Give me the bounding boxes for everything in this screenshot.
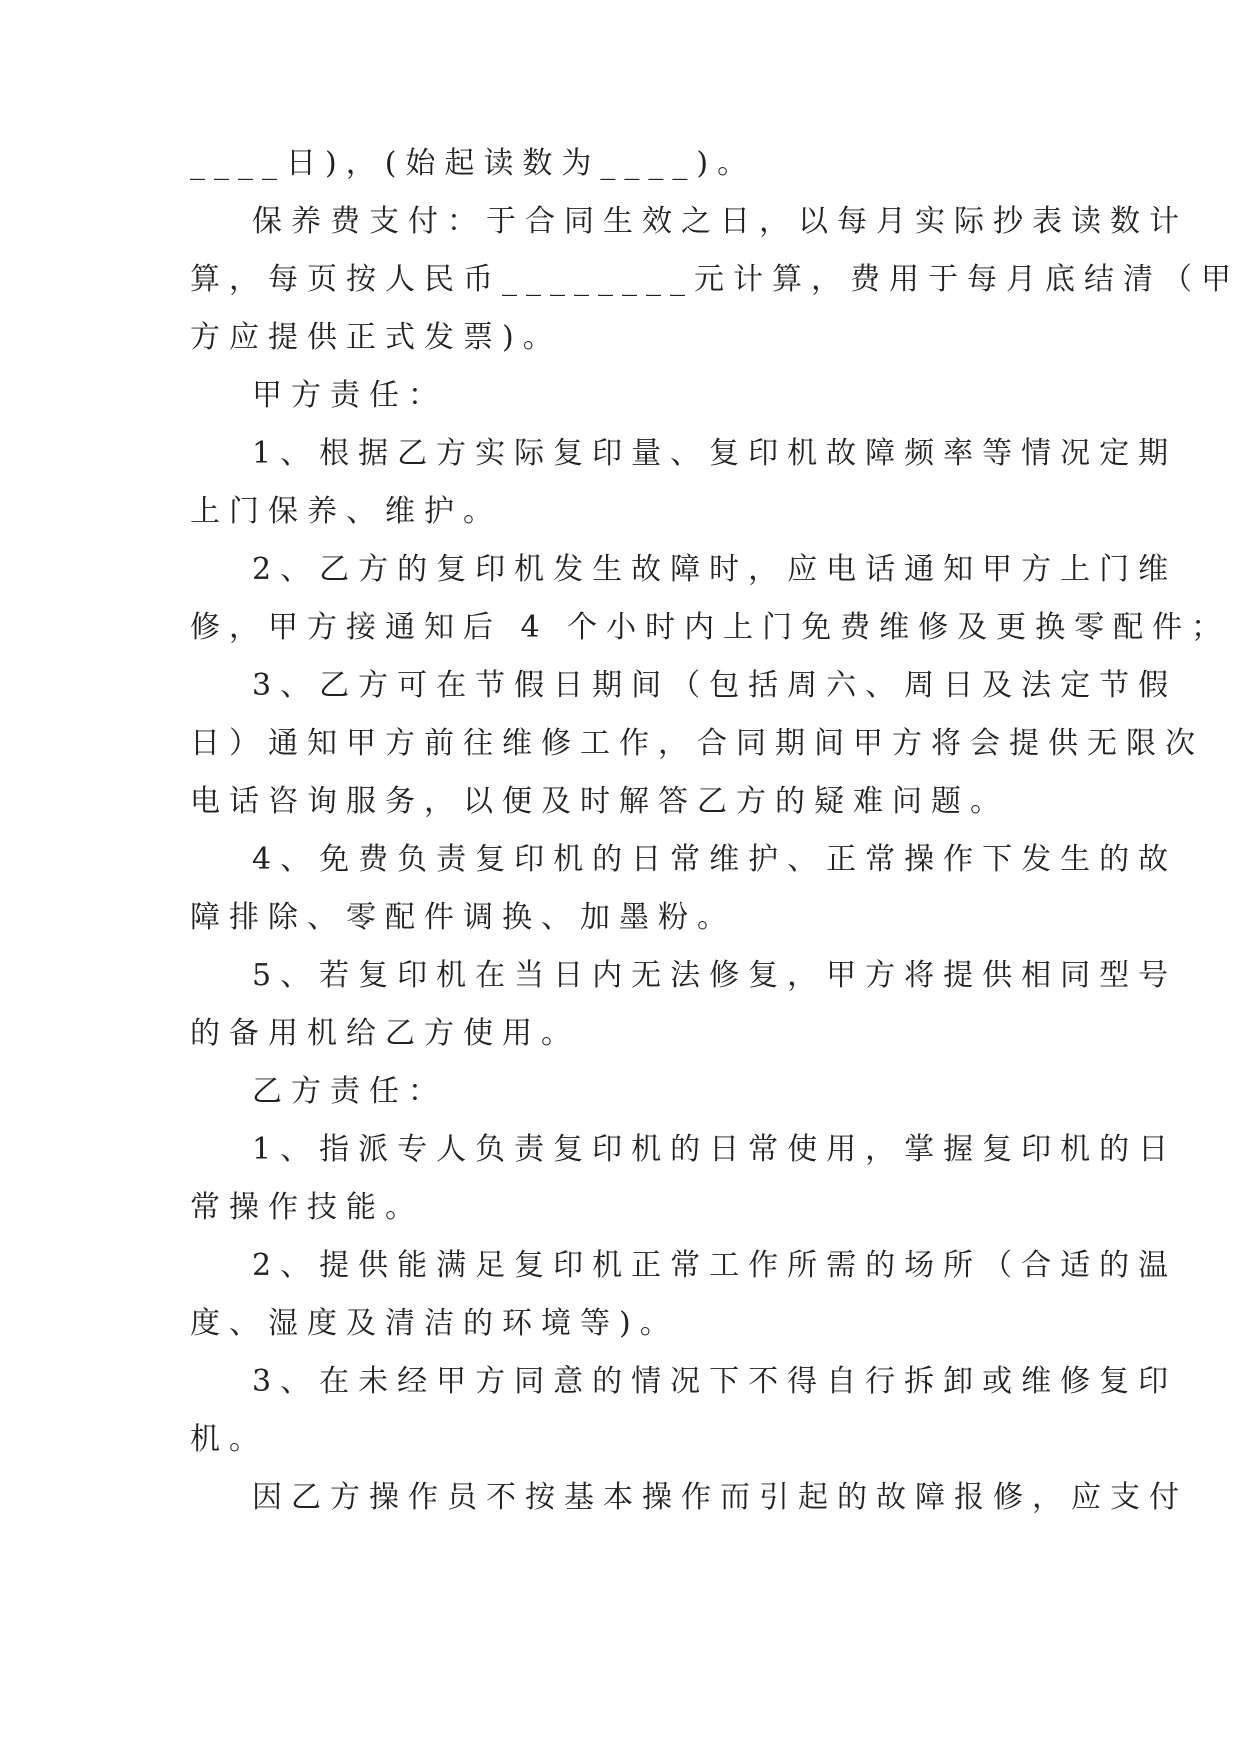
paragraph-start: 3、乙方可在节假日期间（包括周六、周日及法定节假 (252, 668, 1178, 703)
text-line: 修，甲方接通知后 4 个小时内上门免费维修及更换零配件； (190, 610, 1231, 645)
text-line: 度、湿度及清洁的环境等)。 (190, 1306, 679, 1341)
text-line: 日）通知甲方前往维修工作，合同期间甲方将会提供无限次 (190, 726, 1204, 761)
paragraph-start: 2、提供能满足复印机正常工作所需的场所（合适的温 (252, 1248, 1178, 1283)
text-line: 机。 (190, 1422, 268, 1457)
text-line: 的备用机给乙方使用。 (190, 1016, 580, 1051)
paragraph-start: 4、免费负责复印机的日常维护、正常操作下发生的故 (252, 842, 1178, 877)
text-line: 电话咨询服务，以便及时解答乙方的疑难问题。 (190, 784, 1009, 819)
paragraph-start: 1、指派专人负责复印机的日常使用，掌握复印机的日 (252, 1132, 1178, 1167)
text-line: 上门保养、维护。 (190, 494, 502, 529)
text-line: 方应提供正式发票)。 (190, 320, 562, 355)
paragraph-start: 5、若复印机在当日内无法修复，甲方将提供相同型号 (252, 958, 1178, 993)
text-line: 障排除、零配件调换、加墨粉。 (190, 900, 736, 935)
paragraph-start: 3、在未经甲方同意的情况下不得自行拆卸或维修复印 (252, 1364, 1178, 1399)
paragraph-start: 因乙方操作员不按基本操作而引起的故障报修，应支付 (252, 1480, 1188, 1515)
paragraph-start: 保养费支付：于合同生效之日，以每月实际抄表读数计 (252, 204, 1188, 239)
paragraph-start: 2、乙方的复印机发生故障时，应电话通知甲方上门维 (252, 552, 1178, 587)
text-line: ____日)，(始起读数为____)。 (190, 146, 757, 181)
section-heading-party-b: 乙方责任： (252, 1074, 447, 1109)
text-line: 算，每页按人民币________元计算，费用于每月底结清（甲 (190, 262, 1240, 297)
paragraph-start: 1、根据乙方实际复印量、复印机故障频率等情况定期 (252, 436, 1178, 471)
text-line: 常操作技能。 (190, 1190, 424, 1225)
section-heading-party-a: 甲方责任： (252, 378, 447, 413)
